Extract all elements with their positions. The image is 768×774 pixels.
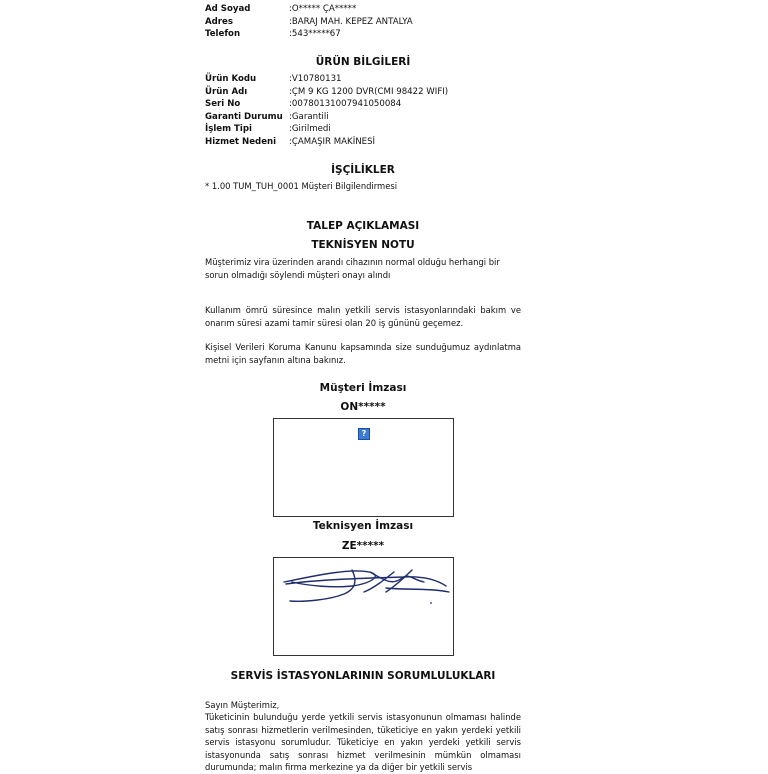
customer-address-row (205, 16, 521, 29)
handwritten-signature (274, 558, 453, 655)
request-title: TALEP AÇIKLAMASI (306, 220, 420, 232)
field-value: :O***** ÇA***** (289, 4, 357, 14)
serial-row (205, 98, 521, 111)
field-label: Seri No (205, 99, 241, 109)
broken-image-icon: ? (358, 428, 370, 440)
customer-signature-title: Müşteri İmzası (319, 382, 407, 394)
field-value: :ÇAMAŞIR MAKİNESİ (289, 136, 376, 147)
product-name-row (205, 86, 521, 99)
customer-signature-name-wrap (205, 401, 521, 413)
field-value: :543*****67 (289, 29, 341, 39)
technician-signature-name-wrap (205, 540, 521, 552)
tech-note-text: Müşterimiz vira üzerinden arandı cihazının normal olduğu herhangi bir sorun olmadığı söylendi müşteri onayı alındı (205, 257, 500, 280)
customer-phone-row (205, 28, 521, 41)
field-label: Garanti Durumu (205, 111, 283, 122)
warranty-row (205, 111, 521, 124)
responsibilities-paragraph: Tüketicinin bulunduğu yerde yetkili servis istasyonunun olmaması halinde satış sonrası hizmetlerin verilmesinden, tüketiciye en yakın yerdeki yetkili servis istasyonu sorumludur. Tüketiciye en yakın yerdeki yetkili servis istasyonunda satış sonrası hizmet verilmesinin mümkün olmaması durumunda; malın firma merkezine ya da diğer bir yetkili servis (205, 712, 521, 772)
labor-title: İŞÇİLİKLER (331, 164, 395, 176)
field-label: Ürün Kodu (205, 74, 257, 84)
greeting: Sayın Müşterimiz, (205, 700, 280, 710)
product-section (205, 56, 521, 68)
field-value: :00780131007941050084 (289, 99, 402, 109)
customer-signature-name: ON***** (340, 401, 386, 413)
field-value: :ÇM 9 KG 1200 DVR(CMI 98422 WIFI) (289, 86, 449, 97)
lifetime-paragraph: Kullanım ömrü süresince malın yetkili servis istasyonlarındaki bakım ve onarım süresi azami tamir süresi olan 20 iş gününü geçemez. (205, 305, 521, 328)
field-label: İşlem Tipi (205, 124, 252, 134)
operation-type-row (205, 123, 521, 136)
field-value: :V10780131 (289, 74, 342, 84)
field-value: :Garantili (289, 111, 329, 122)
product-code-row (205, 73, 521, 86)
labor-section (205, 164, 521, 176)
technician-signature-heading (205, 520, 521, 532)
tech-note-section (205, 239, 521, 251)
responsibilities-title: SERVİS İSTASYONLARININ SORUMLULUKLARI (230, 670, 496, 682)
technician-signature-box (273, 557, 454, 656)
field-label: Adres (205, 16, 233, 27)
field-label: Hizmet Nedeni (205, 136, 277, 147)
field-label: Ürün Adı (205, 86, 248, 97)
product-info (205, 73, 521, 148)
field-value: :BARAJ MAH. KEPEZ ANTALYA (289, 16, 413, 27)
tech-note-title: TEKNİSYEN NOTU (311, 239, 415, 251)
technician-signature-name: ZE***** (341, 540, 385, 552)
service-reason-row (205, 136, 521, 149)
customer-signature-heading (205, 382, 521, 394)
responsibilities-heading (185, 670, 541, 682)
field-label: Telefon (205, 29, 241, 39)
customer-name-row (205, 3, 521, 16)
product-title: ÜRÜN BİLGİLERİ (315, 56, 411, 68)
field-label: Ad Soyad (205, 4, 251, 14)
field-value: :Girilmedi (289, 124, 331, 134)
labor-item: * 1.00 TUM_TUH_0001 Müşteri Bilgilendirmesi (205, 181, 398, 191)
customer-signature-box (273, 418, 454, 517)
request-section (205, 220, 521, 232)
customer-info (205, 3, 521, 41)
technician-signature-title: Teknisyen İmzası (312, 520, 414, 532)
kvkk-paragraph: Kişisel Verileri Koruma Kanunu kapsamında size sunduğumuz aydınlatma metni için sayfanın altına bakınız. (205, 342, 521, 365)
